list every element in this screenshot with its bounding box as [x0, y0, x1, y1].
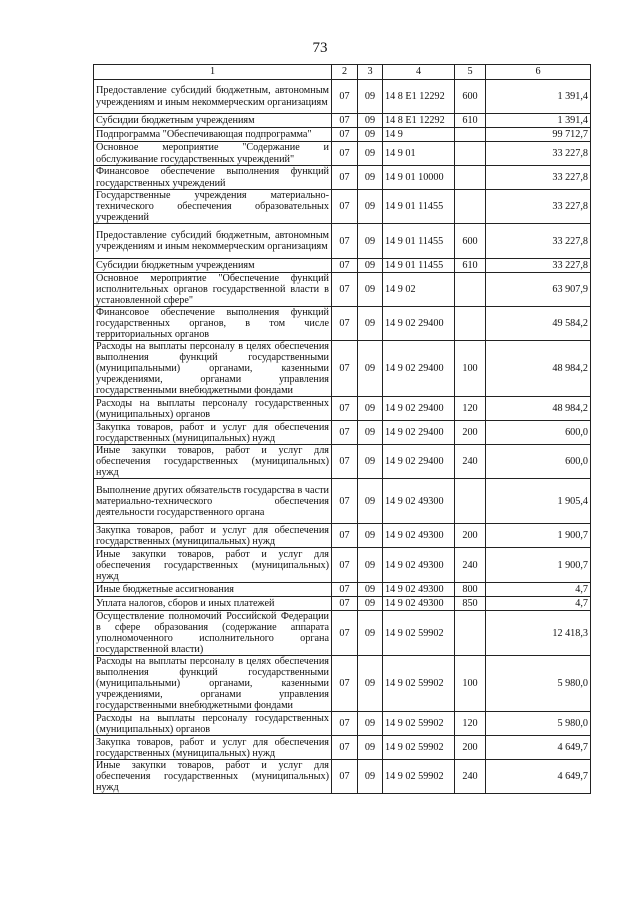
row-subsection-cell: 09: [358, 142, 383, 166]
row-subsection-cell: 09: [358, 128, 383, 142]
row-expense-type-cell: 120: [455, 397, 486, 421]
row-amount-cell: 5 980,0: [486, 656, 591, 712]
row-section-cell: 07: [332, 224, 358, 259]
table-row: [94, 583, 591, 597]
table-row: [94, 712, 591, 736]
row-name-cell: Иные закупки товаров, работ и услуг для обеспечения государственных (муниципальных) нужд: [94, 760, 332, 794]
row-target-article-cell: 14 9 02 49300: [383, 583, 455, 597]
row-amount-cell: 1 900,7: [486, 524, 591, 548]
row-target-article-cell: 14 9 01 10000: [383, 166, 455, 190]
row-name-cell: Иные закупки товаров, работ и услуг для обеспечения государственных (муниципальных) нужд: [94, 445, 332, 479]
row-section-cell: 07: [332, 479, 358, 524]
row-target-article-cell: 14 9 02 29400: [383, 341, 455, 397]
row-expense-type-cell: [455, 128, 486, 142]
table-row: [94, 445, 591, 479]
row-expense-type-cell: [455, 273, 486, 307]
row-amount-cell: 33 227,8: [486, 166, 591, 190]
row-name-cell: Закупка товаров, работ и услуг для обеспечения государственных (муниципальных) нужд: [94, 524, 332, 548]
row-target-article-cell: 14 9 02 29400: [383, 307, 455, 341]
row-name-cell: Предоставление субсидий бюджетным, автономным учреждениям и иным некоммерческим организациям: [94, 224, 332, 259]
row-amount-cell: 1 905,4: [486, 479, 591, 524]
row-subsection-cell: 09: [358, 548, 383, 583]
row-name-cell: Иные бюджетные ассигнования: [94, 583, 332, 597]
row-amount-cell: 1 391,4: [486, 80, 591, 114]
row-name-cell: Иные закупки товаров, работ и услуг для обеспечения государственных (муниципальных) нужд: [94, 548, 332, 583]
row-expense-type-cell: 800: [455, 583, 486, 597]
table-row: [94, 307, 591, 341]
header-cell: 4: [383, 65, 455, 80]
row-expense-type-cell: [455, 307, 486, 341]
row-expense-type-cell: 610: [455, 114, 486, 128]
table-row: [94, 736, 591, 760]
row-subsection-cell: 09: [358, 273, 383, 307]
row-amount-cell: 33 227,8: [486, 224, 591, 259]
table-row: [94, 597, 591, 611]
row-amount-cell: 600,0: [486, 445, 591, 479]
row-subsection-cell: 09: [358, 611, 383, 656]
row-subsection-cell: 09: [358, 166, 383, 190]
row-section-cell: 07: [332, 524, 358, 548]
header-cell: 1: [94, 65, 332, 80]
row-name-cell: Расходы на выплаты персоналу в целях обеспечения выполнения функций государственными (муниципальными) органами, казенными учреждениями, органами управления государственными внебюджетными фондами: [94, 341, 332, 397]
row-subsection-cell: 09: [358, 445, 383, 479]
row-section-cell: 07: [332, 190, 358, 224]
row-target-article-cell: 14 9 02 59902: [383, 611, 455, 656]
table-row: [94, 611, 591, 656]
row-subsection-cell: 09: [358, 712, 383, 736]
row-amount-cell: 12 418,3: [486, 611, 591, 656]
header-row: [94, 65, 591, 80]
row-amount-cell: 48 984,2: [486, 397, 591, 421]
row-target-article-cell: 14 9 01 11455: [383, 259, 455, 273]
row-amount-cell: 33 227,8: [486, 259, 591, 273]
row-target-article-cell: 14 9: [383, 128, 455, 142]
row-name-cell: Осуществление полномочий Российской Федерации в сфере образования (содержание аппарата уполномоченного исполнительного органа государственной власти): [94, 611, 332, 656]
row-amount-cell: 33 227,8: [486, 142, 591, 166]
row-section-cell: 07: [332, 142, 358, 166]
row-subsection-cell: 09: [358, 397, 383, 421]
row-target-article-cell: 14 9 02 29400: [383, 445, 455, 479]
row-expense-type-cell: 240: [455, 445, 486, 479]
row-subsection-cell: 09: [358, 80, 383, 114]
row-subsection-cell: 09: [358, 341, 383, 397]
row-section-cell: 07: [332, 166, 358, 190]
table-row: [94, 524, 591, 548]
row-name-cell: Субсидии бюджетным учреждениям: [94, 259, 332, 273]
row-target-article-cell: 14 8 Е1 12292: [383, 80, 455, 114]
row-target-article-cell: 14 9 01 11455: [383, 224, 455, 259]
table-row: [94, 397, 591, 421]
row-section-cell: 07: [332, 273, 358, 307]
row-name-cell: Уплата налогов, сборов и иных платежей: [94, 597, 332, 611]
row-expense-type-cell: 200: [455, 421, 486, 445]
row-section-cell: 07: [332, 597, 358, 611]
header-cell: 3: [358, 65, 383, 80]
row-subsection-cell: 09: [358, 421, 383, 445]
row-target-article-cell: 14 9 02 49300: [383, 524, 455, 548]
row-amount-cell: 1 391,4: [486, 114, 591, 128]
row-amount-cell: 49 584,2: [486, 307, 591, 341]
row-amount-cell: 4,7: [486, 597, 591, 611]
table-row: [94, 273, 591, 307]
row-expense-type-cell: 240: [455, 548, 486, 583]
row-expense-type-cell: [455, 479, 486, 524]
row-section-cell: 07: [332, 656, 358, 712]
row-target-article-cell: 14 9 02 49300: [383, 479, 455, 524]
row-name-cell: Закупка товаров, работ и услуг для обеспечения государственных (муниципальных) нужд: [94, 736, 332, 760]
row-subsection-cell: 09: [358, 583, 383, 597]
row-name-cell: Основное мероприятие "Содержание и обслуживание государственных учреждений": [94, 142, 332, 166]
row-name-cell: Расходы на выплаты персоналу в целях обеспечения выполнения функций государственными (муниципальными) органами, казенными учреждениями, органами управления государственными внебюджетными фондами: [94, 656, 332, 712]
table-row: [94, 224, 591, 259]
row-subsection-cell: 09: [358, 224, 383, 259]
row-target-article-cell: 14 9 02 49300: [383, 597, 455, 611]
budget-table: [93, 64, 591, 794]
row-target-article-cell: 14 9 02 59902: [383, 736, 455, 760]
row-section-cell: 07: [332, 712, 358, 736]
row-section-cell: 07: [332, 307, 358, 341]
row-amount-cell: 63 907,9: [486, 273, 591, 307]
row-target-article-cell: 14 9 02 59902: [383, 760, 455, 794]
row-amount-cell: 4,7: [486, 583, 591, 597]
row-amount-cell: 4 649,7: [486, 760, 591, 794]
row-subsection-cell: 09: [358, 114, 383, 128]
table-row: [94, 259, 591, 273]
row-subsection-cell: 09: [358, 479, 383, 524]
row-section-cell: 07: [332, 548, 358, 583]
row-expense-type-cell: [455, 190, 486, 224]
row-name-cell: Финансовое обеспечение выполнения функций государственных учреждений: [94, 166, 332, 190]
row-expense-type-cell: 120: [455, 712, 486, 736]
row-subsection-cell: 09: [358, 190, 383, 224]
row-amount-cell: 48 984,2: [486, 341, 591, 397]
row-subsection-cell: 09: [358, 760, 383, 794]
row-section-cell: 07: [332, 736, 358, 760]
row-name-cell: Выполнение других обязательств государства в части материально-технического обеспечения деятельности государственного органа: [94, 479, 332, 524]
row-subsection-cell: 09: [358, 656, 383, 712]
table-row: [94, 142, 591, 166]
row-expense-type-cell: 610: [455, 259, 486, 273]
row-target-article-cell: 14 8 Е1 12292: [383, 114, 455, 128]
row-target-article-cell: 14 9 01: [383, 142, 455, 166]
row-amount-cell: 33 227,8: [486, 190, 591, 224]
row-section-cell: 07: [332, 611, 358, 656]
row-section-cell: 07: [332, 114, 358, 128]
row-name-cell: Финансовое обеспечение выполнения функций государственных органов, в том числе территориальных органов: [94, 307, 332, 341]
row-name-cell: Подпрограмма "Обеспечивающая подпрограмма": [94, 128, 332, 142]
row-section-cell: 07: [332, 80, 358, 114]
row-target-article-cell: 14 9 02: [383, 273, 455, 307]
row-target-article-cell: 14 9 02 59902: [383, 712, 455, 736]
row-expense-type-cell: [455, 166, 486, 190]
table-row: [94, 128, 591, 142]
header-cell: 2: [332, 65, 358, 80]
row-expense-type-cell: 600: [455, 224, 486, 259]
row-section-cell: 07: [332, 583, 358, 597]
table-row: [94, 479, 591, 524]
row-expense-type-cell: 200: [455, 736, 486, 760]
row-name-cell: Государственные учреждения материально-технического обеспечения образовательных учреждений: [94, 190, 332, 224]
row-subsection-cell: 09: [358, 524, 383, 548]
table-row: [94, 421, 591, 445]
row-subsection-cell: 09: [358, 259, 383, 273]
row-subsection-cell: 09: [358, 307, 383, 341]
page-number: 73: [312, 40, 328, 56]
table-row: [94, 190, 591, 224]
row-name-cell: Закупка товаров, работ и услуг для обеспечения государственных (муниципальных) нужд: [94, 421, 332, 445]
row-amount-cell: 600,0: [486, 421, 591, 445]
row-amount-cell: 99 712,7: [486, 128, 591, 142]
row-name-cell: Основное мероприятие "Обеспечение функций исполнительных органов государственной власти в установленной сфере": [94, 273, 332, 307]
row-name-cell: Расходы на выплаты персоналу государственных (муниципальных) органов: [94, 712, 332, 736]
row-section-cell: 07: [332, 760, 358, 794]
row-subsection-cell: 09: [358, 597, 383, 611]
row-expense-type-cell: 100: [455, 341, 486, 397]
table-row: [94, 548, 591, 583]
row-name-cell: Субсидии бюджетным учреждениям: [94, 114, 332, 128]
table-row: [94, 166, 591, 190]
row-expense-type-cell: [455, 611, 486, 656]
row-target-article-cell: 14 9 02 49300: [383, 548, 455, 583]
row-amount-cell: 5 980,0: [486, 712, 591, 736]
row-amount-cell: 4 649,7: [486, 736, 591, 760]
row-expense-type-cell: 600: [455, 80, 486, 114]
table-row: [94, 114, 591, 128]
table-row: [94, 656, 591, 712]
row-expense-type-cell: 240: [455, 760, 486, 794]
table-row: [94, 80, 591, 114]
row-target-article-cell: 14 9 01 11455: [383, 190, 455, 224]
row-amount-cell: 1 900,7: [486, 548, 591, 583]
row-section-cell: 07: [332, 445, 358, 479]
row-name-cell: Предоставление субсидий бюджетным, автономным учреждениям и иным некоммерческим организациям: [94, 80, 332, 114]
row-expense-type-cell: 100: [455, 656, 486, 712]
row-subsection-cell: 09: [358, 736, 383, 760]
row-target-article-cell: 14 9 02 29400: [383, 421, 455, 445]
row-section-cell: 07: [332, 259, 358, 273]
row-target-article-cell: 14 9 02 59902: [383, 656, 455, 712]
row-expense-type-cell: 850: [455, 597, 486, 611]
row-section-cell: 07: [332, 128, 358, 142]
header-cell: 5: [455, 65, 486, 80]
row-section-cell: 07: [332, 421, 358, 445]
row-section-cell: 07: [332, 397, 358, 421]
table-row: [94, 760, 591, 794]
row-target-article-cell: 14 9 02 29400: [383, 397, 455, 421]
row-expense-type-cell: 200: [455, 524, 486, 548]
row-name-cell: Расходы на выплаты персоналу государственных (муниципальных) органов: [94, 397, 332, 421]
header-cell: 6: [486, 65, 591, 80]
table-row: [94, 341, 591, 397]
row-expense-type-cell: [455, 142, 486, 166]
row-section-cell: 07: [332, 341, 358, 397]
